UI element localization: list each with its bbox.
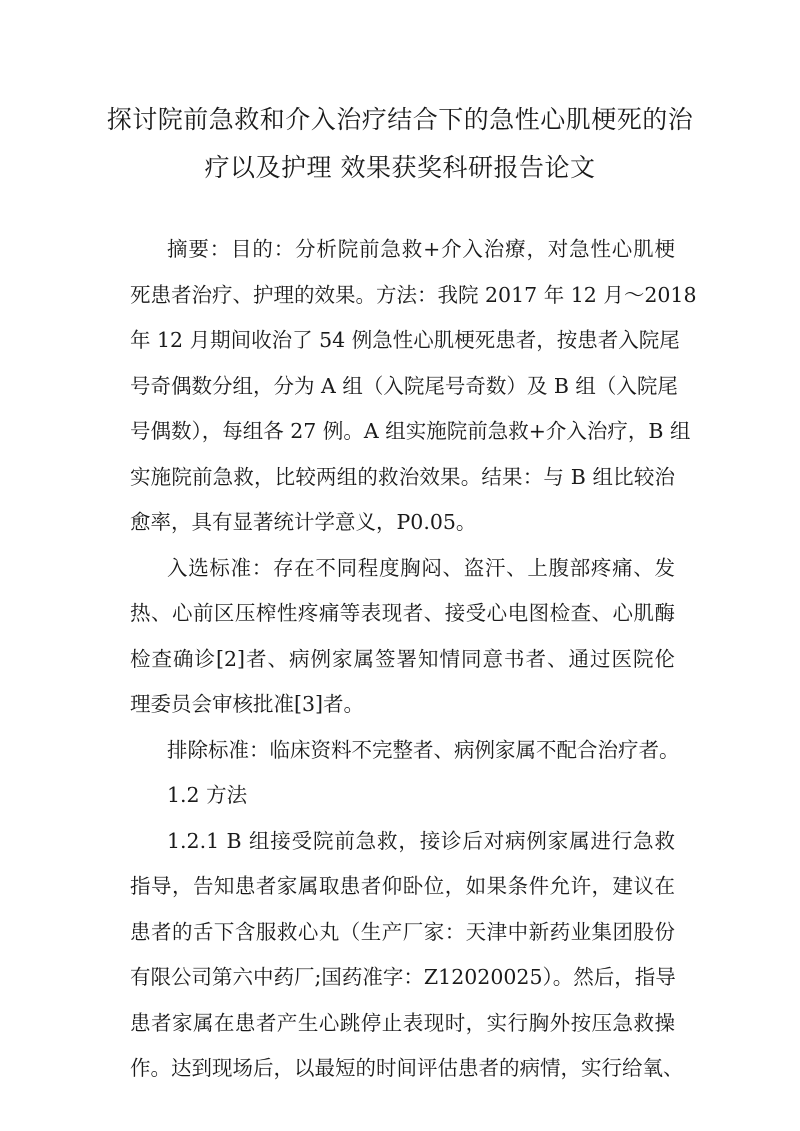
abstract-line-6: 实施院前急救，比较两组的救治效果。结果：与 B 组比较治 [130,465,675,489]
method-heading: 1.2 方法 [167,783,248,807]
inclusion-line-3: 检查确诊[2]者、病例家属签署知情同意书者、通过医院伦 [130,647,675,671]
abstract-line-1: 摘要：目的：分析院前急救+介入治療，对急性心肌梗 [167,237,675,261]
abstract-line-5: 号偶数），每组各 27 例。A 组实施院前急救+介入治疗，B 组 [130,419,691,443]
method-1-2-1-line-2: 指导，告知患者家属取患者仰卧位，如果条件允许，建议在 [130,874,675,898]
exclusion-line-1: 排除标准：临床资料不完整者、病例家属不配合治疗者。 [167,738,680,762]
abstract-line-7: 愈率，具有显著统计学意义，P0.05。 [130,510,477,534]
method-1-2-1-line-4: 有限公司第六中药厂;国药准字：Z12020025）。然后，指导 [130,965,676,989]
document-title-line-1: 探讨院前急救和介入治疗结合下的急性心肌梗死的治 [106,105,694,134]
abstract-line-2: 死患者治疗、护理的效果。方法：我院 2017 年 12 月～2018 [130,283,697,307]
method-1-2-1-line-5: 患者家属在患者产生心跳停止表现时，实行胸外按压急救操 [130,1011,675,1035]
abstract-line-3: 年 12 月期间收治了 54 例急性心肌梗死患者，按患者入院尾 [130,328,680,352]
method-1-2-1-line-6: 作。达到现场后，以最短的时间评估患者的病情，实行给氧、 [130,1056,684,1080]
abstract-line-4: 号奇偶数分组，分为 A 组（入院尾号奇数）及 B 组（入院尾 [130,374,678,398]
document-title-line-2: 疗以及护理 效果获奖科研报告论文 [204,153,596,182]
inclusion-line-4: 理委员会审核批准[3]者。 [130,692,365,716]
method-1-2-1-line-1: 1.2.1 B 组接受院前急救，接诊后对病例家属进行急救 [167,829,675,853]
inclusion-line-2: 热、心前区压榨性疼痛等表现者、接受心电图检查、心肌酶 [130,601,675,625]
method-1-2-1-line-3: 患者的舌下含服救心丸（生产厂家：天津中新药业集团股份 [130,920,675,944]
inclusion-line-1: 入选标准：存在不同程度胸闷、盗汗、上腹部疼痛、发 [167,556,675,580]
